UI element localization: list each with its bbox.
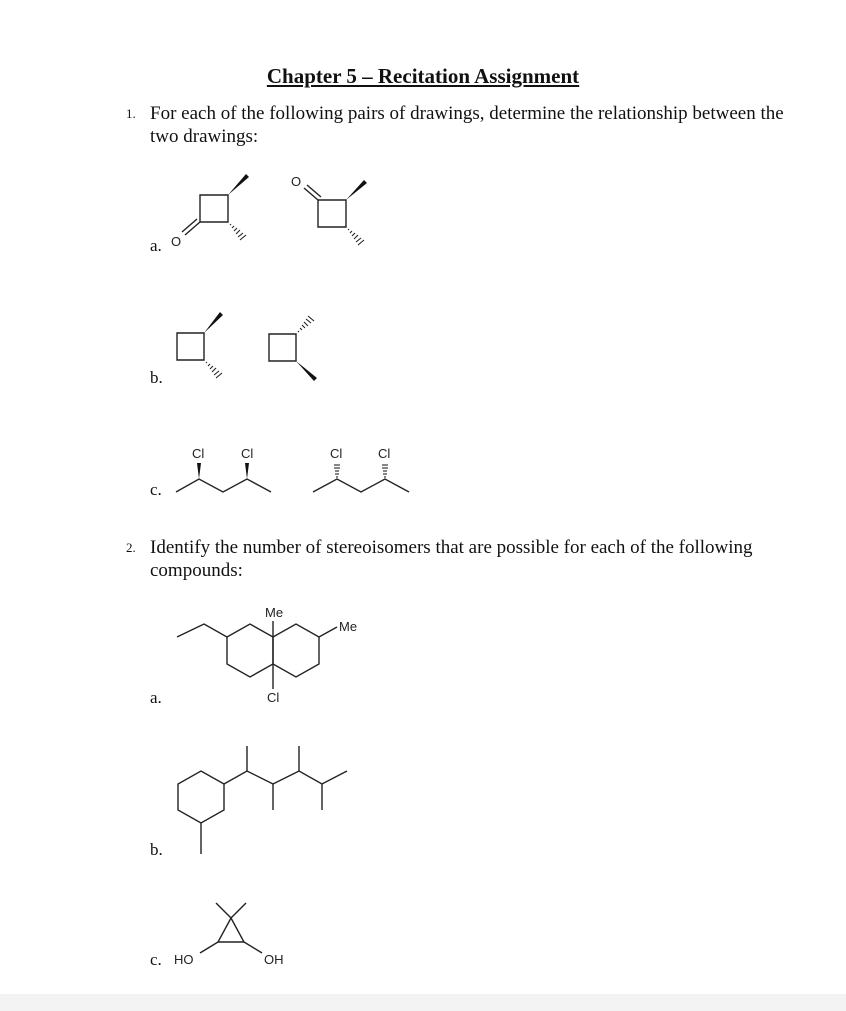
page-title: Chapter 5 – Recitation Assignment xyxy=(266,64,580,88)
chlorine-label: Cl xyxy=(241,446,254,461)
chlorine-label: Cl xyxy=(267,690,280,705)
chlorine-label: Cl xyxy=(330,446,343,461)
hashed-bond xyxy=(382,465,388,477)
q2-part-a-label: a. xyxy=(150,688,162,707)
question-2-number: 2. xyxy=(126,540,136,555)
methyl-bond xyxy=(231,903,246,918)
methyl-bond xyxy=(319,627,337,637)
alkyl-chain xyxy=(224,771,347,784)
hashed-bond xyxy=(334,465,340,477)
carbonyl-double-bond xyxy=(182,219,197,232)
methyl-bond xyxy=(216,903,231,918)
wedge-bond xyxy=(204,312,223,333)
q1c-left-molecule xyxy=(176,446,271,492)
q1b-right-molecule xyxy=(269,316,317,381)
chlorine-label: Cl xyxy=(192,446,205,461)
oxygen-label: O xyxy=(171,234,182,249)
hydroxyl-label: HO xyxy=(174,952,194,967)
hashed-bond xyxy=(206,362,222,378)
wedge-bond xyxy=(197,463,201,479)
carbon-chain xyxy=(313,479,409,492)
q1-part-a-label: a. xyxy=(150,236,162,255)
hashed-bond xyxy=(230,224,246,240)
q1a-right-molecule xyxy=(291,174,367,245)
carbonyl-bond xyxy=(304,188,318,200)
oxygen-label: O xyxy=(291,174,302,189)
cyclobutane-ring xyxy=(200,195,228,222)
hashed-bond xyxy=(348,229,364,245)
q2a-molecule xyxy=(177,605,357,705)
methyl-label: Me xyxy=(339,619,358,634)
question-1-number: 1. xyxy=(126,106,136,121)
hydroxyl-bond xyxy=(200,942,218,953)
carbon-chain xyxy=(176,479,271,492)
cyclohexane-ring xyxy=(178,771,224,823)
carbonyl-bond xyxy=(185,222,200,235)
wedge-bond xyxy=(245,463,249,479)
q2-part-c-label: c. xyxy=(150,950,162,969)
ethyl-chain xyxy=(177,624,227,637)
wedge-bond xyxy=(296,361,317,381)
q1c-right-molecule xyxy=(313,446,409,492)
cyclohexane-ring-right xyxy=(273,624,319,677)
chlorine-label: Cl xyxy=(378,446,391,461)
cyclopropane-ring xyxy=(218,918,244,942)
hydroxyl-bond xyxy=(244,942,262,953)
question-1-text: For each of the following pairs of drawings, determine the relationship between the two drawings: xyxy=(150,103,784,147)
hashed-bond xyxy=(298,316,314,332)
wedge-bond xyxy=(346,180,367,200)
q1-part-b-label: b. xyxy=(150,368,163,387)
q1a-left-molecule xyxy=(171,174,249,249)
q1b-left-molecule xyxy=(177,312,223,378)
question-2-text: Identify the number of stereoisomers that are possible for each of the following compounds: xyxy=(150,537,753,581)
cyclobutane-ring xyxy=(269,334,296,361)
hydroxyl-label: OH xyxy=(264,952,284,967)
wedge-bond xyxy=(228,174,249,195)
methyl-label: Me xyxy=(265,605,284,620)
q1-part-c-label: c. xyxy=(150,480,162,499)
q2b-molecule xyxy=(178,746,347,854)
q2-part-b-label: b. xyxy=(150,840,163,859)
cyclobutane-ring xyxy=(177,333,204,360)
cyclobutane-ring xyxy=(318,200,346,227)
q2c-molecule xyxy=(174,903,284,967)
cyclohexane-ring-left xyxy=(227,624,273,677)
carbonyl-double-bond xyxy=(307,185,321,197)
